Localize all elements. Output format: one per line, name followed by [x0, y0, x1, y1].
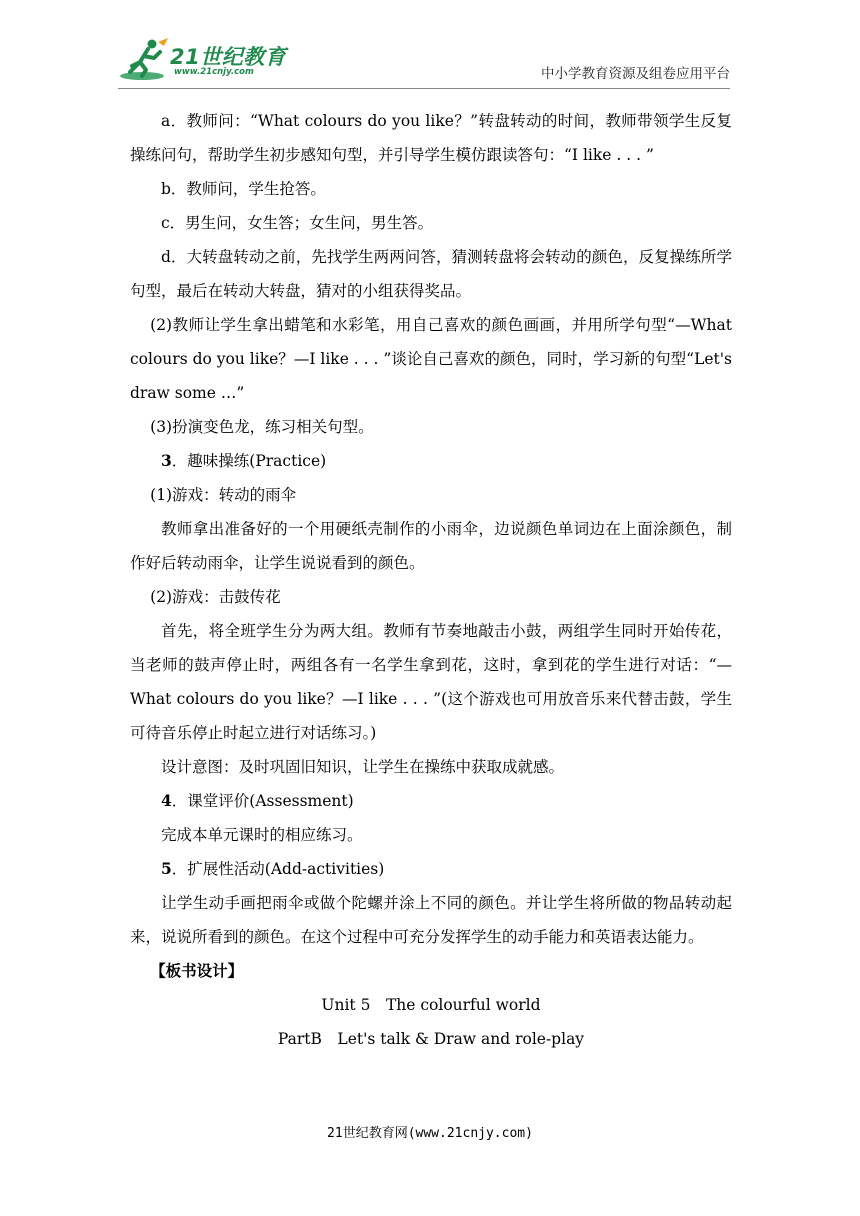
section-number: 3: [161, 451, 172, 470]
running-figure-icon: [118, 38, 174, 82]
paragraph: d．大转盘转动之前，先找学生两两问答，猜测转盘将会转动的颜色，反复操练所学句型，最后在转动大转盘，猜对的小组获得奖品。: [130, 248, 732, 300]
section-heading-5: [130, 852, 732, 886]
paragraph: 首先，将全班学生分为两大组。教师有节奏地敲击小鼓，两组学生同时开始传花，当老师的鼓声停止时，两组各有一名学生拿到花，这时，拿到花的学生进行对话：“—What colours do you like？—I like . . . ”(这个游戏也可用放音乐来代替击鼓，学生可待音乐停止时起立进行对话练习。): [130, 622, 732, 742]
section-heading-4: [130, 784, 732, 818]
section-title: ．趣味操练(Practice): [171, 452, 327, 470]
section-title: ．扩展性活动(Add-activities): [171, 860, 385, 878]
paragraph: 教师拿出准备好的一个用硬纸壳制作的小雨伞，边说颜色单词边在上面涂颜色，制作好后转动雨伞，让学生说说看到的颜色。: [130, 520, 732, 572]
logo-url: www.21cnjy.com: [174, 67, 254, 77]
section-title: ．课堂评价(Assessment): [171, 792, 354, 810]
header-divider: [118, 88, 730, 89]
board-line-2: PartB Let's talk & Draw and role-play: [277, 1030, 585, 1048]
board-heading-text: 【板书设计】: [150, 961, 244, 980]
board-line-1: Unit 5 The colourful world: [321, 996, 541, 1014]
section-heading-3: [130, 444, 732, 478]
paragraph: (2)游戏：击鼓传花: [150, 588, 281, 606]
page-header: [0, 0, 860, 92]
section-number: 4: [161, 791, 172, 810]
section-number: 5: [161, 859, 172, 878]
site-logo: [118, 38, 288, 82]
platform-name: 中小学教育资源及组卷应用平台: [541, 66, 730, 82]
page-footer: 21世纪教育网(www.21cnjy.com): [327, 1126, 533, 1141]
paragraph: b．教师问，学生抢答。: [161, 180, 326, 198]
logo-text: 21世纪教育: [170, 45, 287, 69]
paragraph: 让学生动手画把雨伞或做个陀螺并涂上不同的颜色。并让学生将所做的物品转动起来，说说所看到的颜色。在这个过程中可充分发挥学生的动手能力和英语表达能力。: [130, 894, 732, 946]
paragraph: c．男生问，女生答；女生问，男生答。: [161, 214, 434, 232]
document-body: [130, 104, 732, 1056]
paragraph: (1)游戏：转动的雨伞: [150, 486, 297, 504]
paragraph: 设计意图：及时巩固旧知识，让学生在操练中获取成就感。: [161, 758, 565, 776]
paragraph: (2)教师让学生拿出蜡笔和水彩笔，用自己喜欢的颜色画画，并用所学句型“—What colours do you like？—I like . . . ”谈论自己喜欢的颜色，同时，学习新的句型“Let's draw some …”: [130, 316, 732, 402]
paragraph: 完成本单元课时的相应练习。: [161, 826, 363, 844]
paragraph: (3)扮演变色龙，练习相关句型。: [150, 418, 374, 436]
paragraph: a．教师问：“What colours do you like？”转盘转动的时间，教师带领学生反复操练问句，帮助学生初步感知句型，并引导学生模仿跟读答句：“I like . . . ”: [130, 112, 732, 164]
board-heading: [130, 954, 732, 988]
